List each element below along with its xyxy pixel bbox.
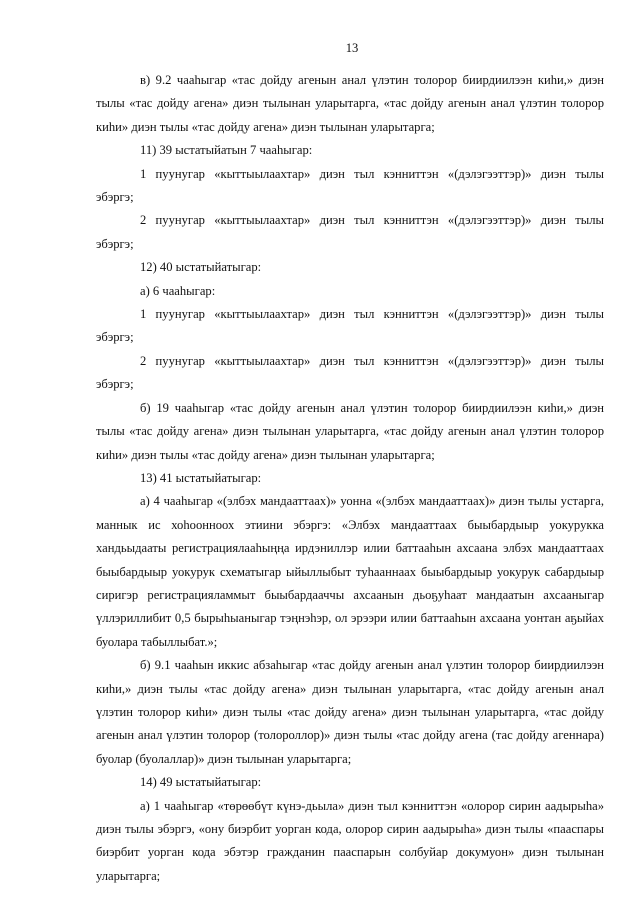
paragraph: 14) 49 ыстатыйатыгар: <box>140 775 262 790</box>
paragraph: а) 4 чааһыгар «(элбэх мандааттаах)» уонна «(элбэх мандааттаах)» диэн тылы устарга, маннык ис хоһоонноох этиини эбэргэ: «Элбэх мандааттаах быыбардыыр уокурукка хандьыдааты регистрациялааһыңңа ирдэниллэр илии баттааһын ахсаана элбэх мандааттаах быыбардыыр уокурук схематыгар ыйыллыбыт туһааннаах быыбардыыр уокурук сабардыыр сиригэр регистрацияламмыт быыбардааччы ахсаанын дьоҕуһаат мандаатын ахсааныгар үллэриллибит 0,5 бырыһыаныгар тэңнэһэр, ол эрээри илии баттааһын ахсаана уонтан аҕыйах буолара табыллыбат.»; <box>96 494 604 649</box>
paragraph: б) 9.1 чааһын иккис абзаһыгар «тас дойду агенын анал үлэтин толорор биирдиилээн киһи,» диэн тылы «тас дойду агена» диэн тылынан уларытарга, «тас дойду агенын анал үлэтин толорор киһи» диэн тылы «тас дойду агена» диэн тылынан уларытарга, «тас дойду агенын анал үлэтин толорор (толороллор)» диэн тылы «тас дойду агена (тас дойду агеннара) буолар (буолаллар)» диэн тылынан уларытарга; <box>96 658 604 766</box>
document-body <box>96 69 604 888</box>
paragraph-continuation: эбэргэ; <box>96 190 134 205</box>
paragraph-continuation: эбэргэ; <box>96 377 134 392</box>
page-number: 13 <box>345 41 359 55</box>
paragraph: в) 9.2 чааһыгар «тас дойду агенын анал үлэтин толорор биирдиилээн киһи,» диэн тылы «тас дойду агена» диэн тылынан уларытарга, «тас дойду агенын анал үлэтин толорор киһи» диэн тылы «тас дойду агена» диэн тылынан уларытарга; <box>96 73 604 134</box>
paragraph: а) 1 чааһыгар «төрөөбүт күнэ-дьыла» диэн тыл кэнниттэн «олорор сирин аадырыһа» диэн тылы эбэргэ, «ону биэрбит уорган кода, олорор сирин аадырыһа» диэн тылы «пааспары биэрбит уорган кода эбэтэр гражданин пааспарын солбуйар докумуон» диэн тылынан уларытарга; <box>96 798 604 883</box>
paragraph-first-line: 1 пуунугар «кыттыылаахтар» диэн тыл кэнниттэн «(дэлэгээттэр)» диэн тылы <box>140 166 604 181</box>
paragraph: 13) 41 ыстатыйатыгар: <box>140 470 262 485</box>
paragraph-continuation: эбэргэ; <box>96 236 134 251</box>
paragraph: 12) 40 ыстатыйатыгар: <box>140 260 262 275</box>
paragraph: а) 6 чааһыгар: <box>140 283 216 298</box>
paragraph <box>96 163 604 210</box>
paragraph <box>96 209 604 256</box>
paragraph-first-line: 2 пуунугар «кыттыылаахтар» диэн тыл кэнниттэн «(дэлэгээттэр)» диэн тылы <box>140 213 604 228</box>
paragraph-first-line: 1 пуунугар «кыттыылаахтар» диэн тыл кэнниттэн «(дэлэгээттэр)» диэн тылы <box>140 307 604 322</box>
paragraph-continuation: эбэргэ; <box>96 330 134 345</box>
paragraph-first-line: 2 пуунугар «кыттыылаахтар» диэн тыл кэнниттэн «(дэлэгээттэр)» диэн тылы <box>140 353 604 368</box>
paragraph <box>96 350 604 397</box>
paragraph <box>96 303 604 350</box>
paragraph: 11) 39 ыстатыйатын 7 чааһыгар: <box>140 143 313 158</box>
paragraph: б) 19 чааһыгар «тас дойду агенын анал үлэтин толорор биирдиилээн киһи,» диэн тылы «тас дойду агена» диэн тылынан уларытарга, «тас дойду агенын анал үлэтин толорор киһи» диэн тылы «тас дойду агена» диэн тылынан уларытарга; <box>96 400 604 462</box>
